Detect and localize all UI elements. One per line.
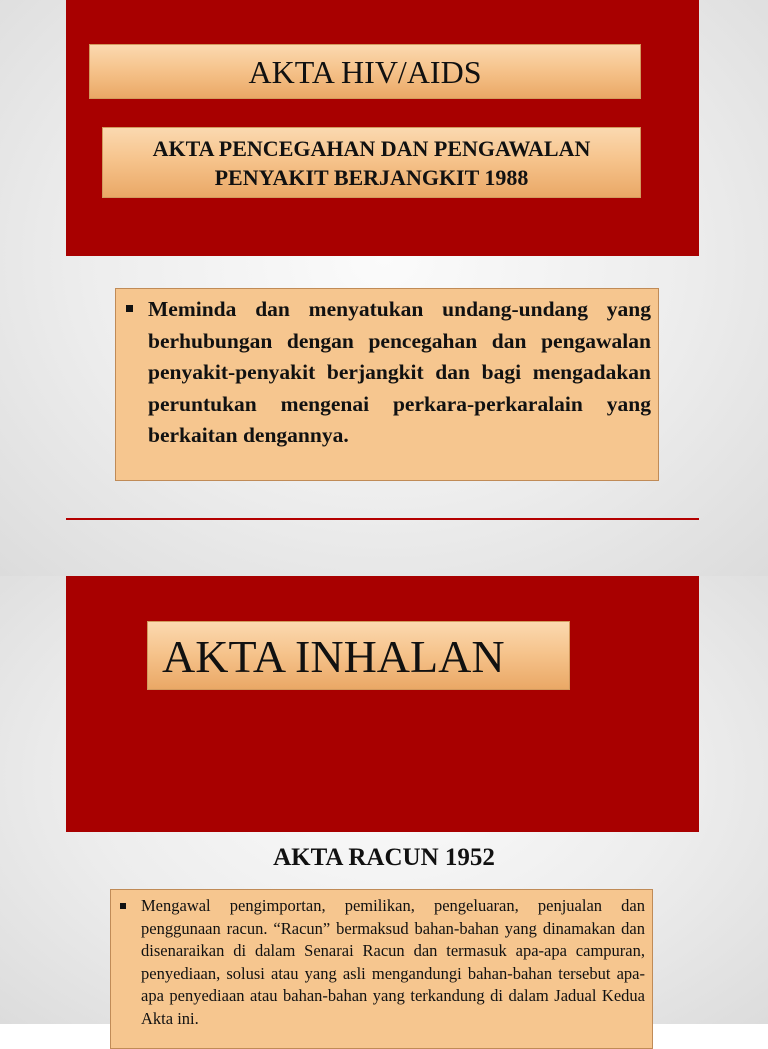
slide-subtitle <box>102 127 641 198</box>
bullet-box <box>110 889 653 1049</box>
section-heading: AKTA RACUN 1952 <box>273 844 495 871</box>
subtitle-line-1: AKTA PENCEGAHAN DAN PENGAWALAN <box>152 136 591 161</box>
red-title-panel <box>66 576 699 832</box>
bullet-square-icon <box>126 305 133 312</box>
slide-title: AKTA INHALAN <box>147 621 570 690</box>
slide-inhalan <box>0 576 768 1028</box>
bullet-text: Meminda dan menyatukan undang-undang yang berhubungan dengan pencegahan dan pengawalan penyakit-penyakit berjangkit dan bagi mengadakan peruntukan mengenai perkara-perkaralain yang berkaitan dengannya. <box>148 297 651 447</box>
divider-line <box>66 518 699 520</box>
bullet-box <box>115 288 659 481</box>
bullet-text: Mengawal pengimportan, pemilikan, pengeluaran, penjualan dan penggunaan racun. “Racun” bermaksud bahan-bahan yang dinamakan dan disenaraikan di dalam Senarai Racun dan termasuk apa-apa campuran, penyediaan, solusi atau yang asli mengandungi bahan-bahan tersebut apa-apa penyediaan atau bahan-bahan yang terkandung di dalam Jadual Kedua Akta ini. <box>141 896 645 1028</box>
bullet-square-icon <box>120 903 126 909</box>
slide-title: AKTA HIV/AIDS <box>89 44 641 99</box>
subtitle-line-2: PENYAKIT BERJANGKIT 1988 <box>214 165 529 190</box>
